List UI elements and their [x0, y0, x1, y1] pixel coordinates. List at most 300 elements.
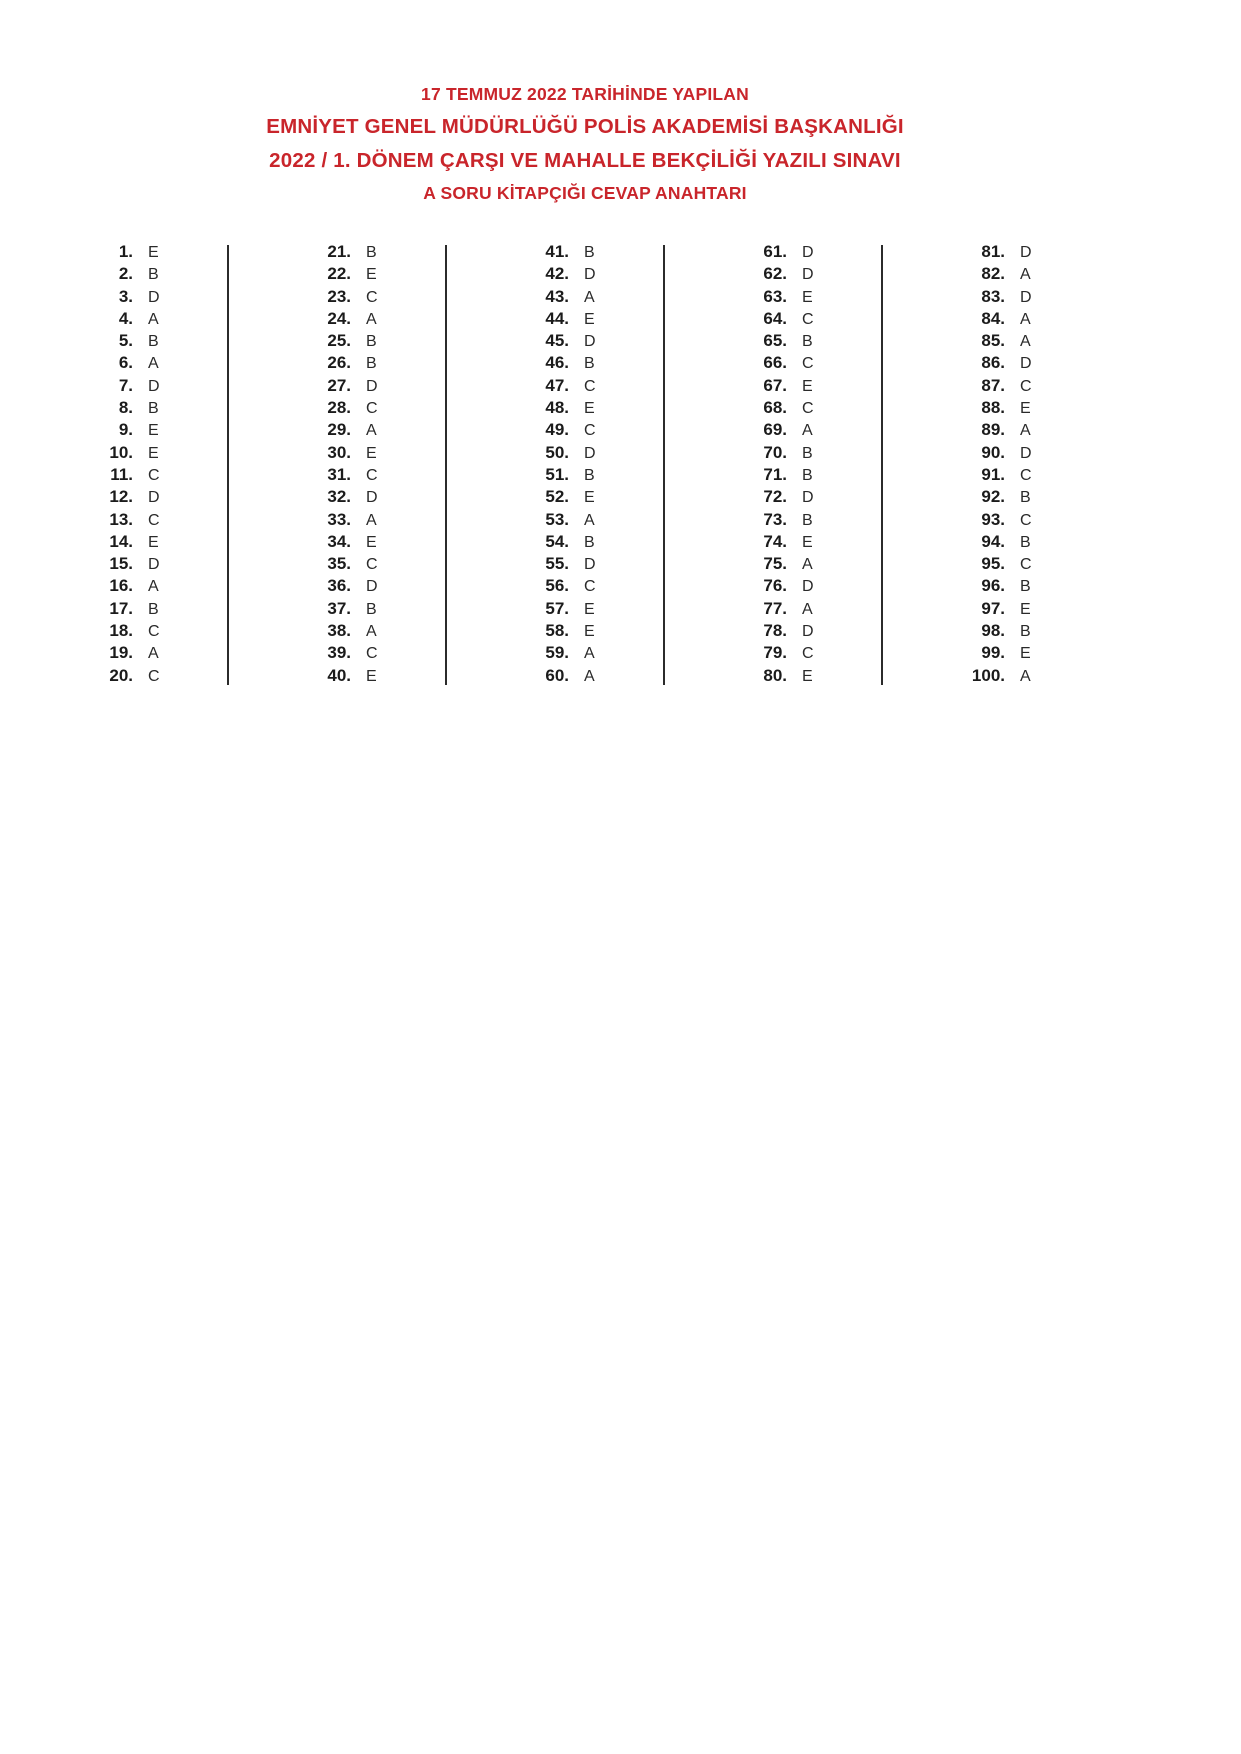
question-number: 100. — [971, 665, 1005, 685]
question-number: 40. — [327, 665, 351, 685]
answer-row — [63, 554, 281, 576]
answer-letter: B — [584, 533, 595, 551]
answer-row — [63, 331, 281, 353]
answer-letter: E — [148, 444, 159, 462]
answer-row — [499, 353, 717, 375]
question-number: 46. — [545, 353, 569, 373]
question-number: 38. — [327, 621, 351, 641]
answer-row — [717, 666, 935, 688]
answer-row — [717, 643, 935, 665]
answer-letter: C — [584, 578, 596, 596]
answer-letter: A — [584, 511, 595, 529]
answer-letter: D — [1020, 244, 1032, 261]
question-number: 20. — [109, 665, 133, 685]
question-number: 53. — [545, 509, 569, 529]
answer-letter: D — [1020, 444, 1032, 462]
answer-row — [935, 420, 1153, 442]
question-number: 22. — [327, 264, 351, 284]
answer-row — [281, 398, 499, 420]
question-number: 28. — [327, 398, 351, 418]
answer-letter: E — [802, 667, 813, 685]
answer-row — [281, 599, 499, 621]
answer-letter: D — [584, 556, 596, 574]
question-number: 47. — [545, 375, 569, 395]
question-number: 79. — [763, 643, 787, 663]
answer-row — [935, 353, 1153, 375]
answer-letter: A — [1020, 266, 1031, 284]
answer-letter: A — [802, 600, 813, 618]
answer-letter: E — [1020, 645, 1031, 663]
question-number: 2. — [118, 264, 133, 284]
question-number: 13. — [109, 509, 133, 529]
question-number: 84. — [981, 308, 1005, 328]
question-number: 95. — [981, 554, 1005, 574]
question-number: 52. — [545, 487, 569, 507]
answer-row — [63, 398, 281, 420]
document-header — [0, 0, 1170, 204]
answer-row — [281, 510, 499, 532]
answer-letter: B — [366, 355, 377, 373]
answer-letter: E — [1020, 400, 1031, 418]
answer-column — [63, 242, 281, 688]
question-number: 58. — [545, 621, 569, 641]
answer-letter: C — [584, 377, 596, 395]
question-number: 70. — [763, 442, 787, 462]
question-number: 98. — [981, 621, 1005, 641]
question-number: 39. — [327, 643, 351, 663]
answer-row — [281, 353, 499, 375]
answer-row — [281, 443, 499, 465]
answer-row — [499, 666, 717, 688]
answer-letter: C — [802, 400, 814, 418]
question-number: 96. — [981, 576, 1005, 596]
question-number: 60. — [545, 665, 569, 685]
question-number: 49. — [545, 420, 569, 440]
question-number: 65. — [763, 331, 787, 351]
answer-grid — [63, 242, 1153, 688]
question-number: 78. — [763, 621, 787, 641]
answer-row — [499, 242, 717, 264]
question-number: 51. — [545, 464, 569, 484]
question-number: 9. — [118, 420, 133, 440]
answer-letter: B — [584, 466, 595, 484]
answer-row — [63, 532, 281, 554]
question-number: 43. — [545, 286, 569, 306]
question-number: 41. — [545, 242, 569, 261]
answer-letter: A — [1020, 333, 1031, 351]
answer-row — [935, 287, 1153, 309]
answer-letter: B — [802, 444, 813, 462]
answer-letter: E — [366, 533, 377, 551]
answer-row — [717, 309, 935, 331]
answer-row — [935, 487, 1153, 509]
answer-row — [63, 510, 281, 532]
answer-letter: B — [802, 333, 813, 351]
answer-letter: C — [366, 556, 378, 574]
question-number: 75. — [763, 554, 787, 574]
question-number: 81. — [981, 242, 1005, 261]
answer-letter: C — [802, 355, 814, 373]
answer-row — [499, 443, 717, 465]
answer-letter: A — [148, 310, 159, 328]
answer-letter: B — [366, 244, 377, 261]
answer-row — [63, 487, 281, 509]
answer-letter: D — [802, 578, 814, 596]
answer-letter: D — [1020, 288, 1032, 306]
question-number: 7. — [118, 375, 133, 395]
answer-letter: C — [148, 667, 160, 685]
answer-letter: D — [802, 244, 814, 261]
question-number: 24. — [327, 308, 351, 328]
answer-letter: B — [584, 244, 595, 261]
question-number: 27. — [327, 375, 351, 395]
answer-row — [281, 309, 499, 331]
answer-row — [499, 621, 717, 643]
answer-row — [717, 576, 935, 598]
answer-letter: D — [584, 444, 596, 462]
answer-letter: A — [1020, 667, 1031, 685]
question-number: 90. — [981, 442, 1005, 462]
answer-row — [499, 287, 717, 309]
answer-letter: A — [148, 645, 159, 663]
question-number: 30. — [327, 442, 351, 462]
answer-letter: B — [1020, 578, 1031, 596]
answer-letter: E — [584, 310, 595, 328]
answer-row — [499, 576, 717, 598]
answer-letter: E — [802, 288, 813, 306]
question-number: 71. — [763, 464, 787, 484]
question-number: 86. — [981, 353, 1005, 373]
answer-row — [499, 532, 717, 554]
question-number: 6. — [118, 353, 133, 373]
question-number: 31. — [327, 464, 351, 484]
answer-letter: E — [584, 400, 595, 418]
question-number: 61. — [763, 242, 787, 261]
answer-letter: C — [802, 310, 814, 328]
question-number: 29. — [327, 420, 351, 440]
answer-row — [281, 264, 499, 286]
question-number: 8. — [118, 398, 133, 418]
answer-row — [281, 576, 499, 598]
answer-row — [499, 420, 717, 442]
answer-row — [935, 398, 1153, 420]
answer-row — [63, 643, 281, 665]
question-number: 74. — [763, 531, 787, 551]
answer-column — [499, 242, 717, 688]
answer-letter: C — [1020, 556, 1032, 574]
answer-letter: A — [366, 511, 377, 529]
answer-row — [935, 242, 1153, 264]
answer-row — [63, 465, 281, 487]
answer-letter: D — [802, 266, 814, 284]
answer-row — [281, 532, 499, 554]
question-number: 89. — [981, 420, 1005, 440]
answer-letter: B — [1020, 533, 1031, 551]
answer-letter: B — [148, 333, 159, 351]
answer-letter: B — [148, 600, 159, 618]
answer-letter: D — [802, 489, 814, 507]
question-number: 21. — [327, 242, 351, 261]
answer-letter: A — [584, 645, 595, 663]
question-number: 57. — [545, 598, 569, 618]
header-line-date: 17 TEMMUZ 2022 TARİHİNDE YAPILAN — [421, 84, 749, 104]
answer-row — [717, 554, 935, 576]
answer-row — [63, 353, 281, 375]
question-number: 19. — [109, 643, 133, 663]
answer-row — [717, 487, 935, 509]
answer-letter: D — [366, 489, 378, 507]
answer-letter: B — [148, 266, 159, 284]
answer-letter: E — [148, 244, 159, 261]
answer-letter: E — [366, 266, 377, 284]
answer-row — [717, 465, 935, 487]
question-number: 32. — [327, 487, 351, 507]
answer-letter: E — [802, 533, 813, 551]
answer-row — [63, 287, 281, 309]
question-number: 66. — [763, 353, 787, 373]
answer-row — [717, 376, 935, 398]
answer-letter: A — [1020, 422, 1031, 440]
answer-row — [717, 621, 935, 643]
answer-letter: D — [802, 623, 814, 641]
answer-row — [935, 576, 1153, 598]
answer-letter: A — [802, 422, 813, 440]
answer-row — [935, 532, 1153, 554]
answer-letter: C — [1020, 377, 1032, 395]
answer-row — [935, 376, 1153, 398]
answer-letter: D — [148, 556, 160, 574]
answer-row — [281, 242, 499, 264]
question-number: 82. — [981, 264, 1005, 284]
question-number: 18. — [109, 621, 133, 641]
answer-row — [717, 510, 935, 532]
answer-row — [281, 666, 499, 688]
answer-row — [63, 242, 281, 264]
question-number: 88. — [981, 398, 1005, 418]
answer-row — [935, 465, 1153, 487]
answer-row — [499, 264, 717, 286]
answer-letter: B — [366, 333, 377, 351]
answer-row — [281, 554, 499, 576]
answer-letter: E — [366, 444, 377, 462]
question-number: 26. — [327, 353, 351, 373]
question-number: 59. — [545, 643, 569, 663]
question-number: 36. — [327, 576, 351, 596]
answer-row — [717, 420, 935, 442]
question-number: 16. — [109, 576, 133, 596]
question-number: 94. — [981, 531, 1005, 551]
answer-letter: D — [148, 288, 160, 306]
answer-letter: A — [584, 667, 595, 685]
question-number: 44. — [545, 308, 569, 328]
column-divider — [881, 245, 883, 685]
answer-letter: A — [148, 355, 159, 373]
question-number: 68. — [763, 398, 787, 418]
answer-letter: B — [802, 466, 813, 484]
answer-letter: E — [148, 422, 159, 440]
question-number: 15. — [109, 554, 133, 574]
answer-row — [63, 309, 281, 331]
question-number: 93. — [981, 509, 1005, 529]
question-number: 64. — [763, 308, 787, 328]
answer-letter: E — [584, 600, 595, 618]
answer-row — [63, 576, 281, 598]
question-number: 25. — [327, 331, 351, 351]
answer-row — [63, 376, 281, 398]
answer-letter: B — [1020, 623, 1031, 641]
question-number: 10. — [109, 442, 133, 462]
answer-row — [63, 264, 281, 286]
question-number: 37. — [327, 598, 351, 618]
question-number: 56. — [545, 576, 569, 596]
question-number: 91. — [981, 464, 1005, 484]
answer-row — [499, 643, 717, 665]
answer-row — [281, 331, 499, 353]
answer-row — [717, 532, 935, 554]
answer-letter: C — [366, 288, 378, 306]
answer-letter: C — [148, 511, 160, 529]
answer-letter: E — [584, 489, 595, 507]
answer-row — [63, 443, 281, 465]
answer-column — [935, 242, 1153, 688]
question-number: 76. — [763, 576, 787, 596]
answer-row — [935, 264, 1153, 286]
answer-letter: C — [1020, 511, 1032, 529]
answer-row — [935, 443, 1153, 465]
answer-row — [281, 465, 499, 487]
answer-letter: D — [366, 578, 378, 596]
answer-row — [717, 242, 935, 264]
answer-row — [935, 510, 1153, 532]
answer-letter: E — [148, 533, 159, 551]
answer-row — [63, 420, 281, 442]
answer-letter: A — [148, 578, 159, 596]
answer-row — [935, 554, 1153, 576]
question-number: 23. — [327, 286, 351, 306]
answer-letter: B — [1020, 489, 1031, 507]
answer-letter: B — [584, 355, 595, 373]
answer-letter: A — [366, 422, 377, 440]
answer-letter: A — [1020, 310, 1031, 328]
answer-row — [717, 331, 935, 353]
column-divider — [227, 245, 229, 685]
answer-row — [717, 353, 935, 375]
answer-letter: A — [366, 310, 377, 328]
answer-row — [935, 643, 1153, 665]
answer-row — [717, 287, 935, 309]
question-number: 3. — [118, 286, 133, 306]
answer-letter: A — [366, 623, 377, 641]
answer-row — [63, 599, 281, 621]
question-number: 77. — [763, 598, 787, 618]
answer-row — [499, 376, 717, 398]
answer-letter: D — [148, 377, 160, 395]
question-number: 55. — [545, 554, 569, 574]
answer-letter: C — [366, 466, 378, 484]
answer-letter: A — [584, 288, 595, 306]
answer-letter: D — [148, 489, 160, 507]
answer-row — [499, 510, 717, 532]
column-divider — [663, 245, 665, 685]
answer-letter: C — [148, 466, 160, 484]
header-line-exam-name: 2022 / 1. DÖNEM ÇARŞI VE MAHALLE BEKÇİLİĞİ YAZILI SINAVI — [269, 149, 901, 172]
answer-row — [281, 487, 499, 509]
header-line-institution: EMNİYET GENEL MÜDÜRLÜĞÜ POLİS AKADEMİSİ BAŞKANLIĞI — [266, 115, 904, 138]
question-number: 1. — [118, 242, 133, 261]
answer-letter: D — [584, 266, 596, 284]
answer-row — [281, 287, 499, 309]
question-number: 97. — [981, 598, 1005, 618]
answer-row — [63, 666, 281, 688]
answer-letter: E — [802, 377, 813, 395]
answer-letter: B — [148, 400, 159, 418]
question-number: 83. — [981, 286, 1005, 306]
question-number: 34. — [327, 531, 351, 551]
answer-row — [63, 621, 281, 643]
question-number: 63. — [763, 286, 787, 306]
answer-row — [281, 643, 499, 665]
question-number: 67. — [763, 375, 787, 395]
question-number: 5. — [118, 331, 133, 351]
answer-row — [717, 264, 935, 286]
answer-letter: C — [366, 400, 378, 418]
question-number: 73. — [763, 509, 787, 529]
answer-row — [499, 309, 717, 331]
answer-letter: B — [366, 600, 377, 618]
answer-row — [499, 331, 717, 353]
question-number: 4. — [118, 308, 133, 328]
answer-row — [499, 554, 717, 576]
question-number: 99. — [981, 643, 1005, 663]
answer-row — [499, 465, 717, 487]
question-number: 62. — [763, 264, 787, 284]
question-number: 35. — [327, 554, 351, 574]
answer-row — [717, 599, 935, 621]
question-number: 69. — [763, 420, 787, 440]
answer-letter: C — [148, 623, 160, 641]
answer-row — [281, 376, 499, 398]
answer-letter: C — [802, 645, 814, 663]
question-number: 72. — [763, 487, 787, 507]
answer-row — [935, 331, 1153, 353]
answer-row — [935, 621, 1153, 643]
answer-letter: B — [802, 511, 813, 529]
answer-letter: C — [366, 645, 378, 663]
question-number: 14. — [109, 531, 133, 551]
answer-letter: A — [802, 556, 813, 574]
question-number: 45. — [545, 331, 569, 351]
answer-row — [281, 420, 499, 442]
question-number: 11. — [110, 464, 133, 484]
question-number: 50. — [545, 442, 569, 462]
question-number: 42. — [545, 264, 569, 284]
answer-row — [499, 398, 717, 420]
answer-row — [717, 443, 935, 465]
answer-row — [717, 398, 935, 420]
answer-letter: D — [584, 333, 596, 351]
answer-letter: E — [1020, 600, 1031, 618]
answer-row — [935, 599, 1153, 621]
answer-column — [281, 242, 499, 688]
answer-row — [499, 487, 717, 509]
question-number: 17. — [109, 598, 133, 618]
answer-row — [499, 599, 717, 621]
question-number: 87. — [981, 375, 1005, 395]
question-number: 80. — [763, 665, 787, 685]
question-number: 54. — [545, 531, 569, 551]
question-number: 12. — [109, 487, 133, 507]
answer-letter: D — [366, 377, 378, 395]
